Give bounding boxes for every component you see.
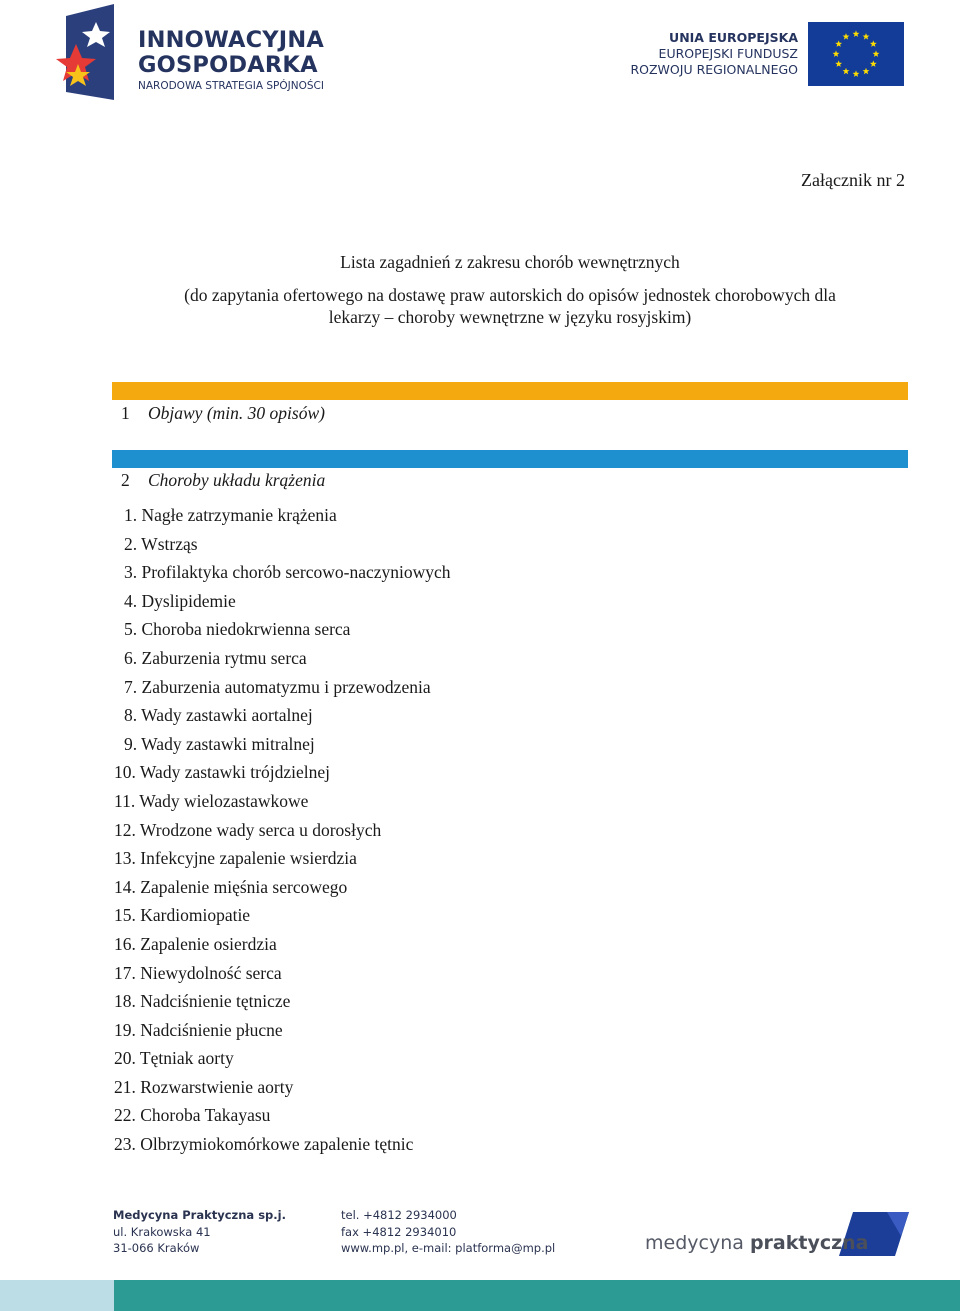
section-2-color-bar	[112, 450, 908, 468]
section-number: 1	[121, 403, 130, 423]
footer-strip-dark	[114, 1280, 960, 1311]
document-subtitle	[110, 284, 910, 328]
mp-logo-light: medycyna	[645, 1232, 744, 1254]
footer-address	[113, 1207, 286, 1257]
document-title: Lista zagadnień z zakresu chorób wewnętrznych	[340, 252, 680, 272]
section-title: Choroby układu krążenia	[148, 470, 326, 490]
footer-web: www.mp.pl, e-mail: platforma@mp.pl	[341, 1241, 556, 1255]
topic-item: 15. Kardiomiopatie	[114, 905, 251, 926]
subtitle-line-1: (do zapytania ofertowego na dostawę praw autorskich do opisów jednostek chorobowych dla	[184, 285, 836, 305]
topic-item: 13. Infekcyjne zapalenie wsierdzia	[114, 848, 357, 869]
subtitle-line-2: lekarzy – choroby wewnętrzne w języku rosyjskim)	[328, 307, 692, 327]
footer-street: ul. Krakowska 41	[113, 1224, 211, 1239]
ig-logo-tagline: NARODOWA STRATEGIA SPÓJNOŚCI	[138, 80, 324, 92]
topic-item: 1. Nagłe zatrzymanie krążenia	[124, 505, 337, 525]
footer-fax: fax +4812 2934010	[341, 1224, 457, 1239]
medycyna-praktyczna-logo	[643, 1212, 911, 1260]
footer-strip-light	[0, 1280, 114, 1311]
topic-item: 20. Tętniak aorty	[114, 1048, 234, 1069]
footer-contact	[341, 1207, 555, 1257]
topic-item: 2. Wstrząs	[124, 533, 198, 554]
topic-item: 7. Zaburzenia automatyzmu i przewodzenia	[124, 676, 431, 697]
topic-item: 3. Profilaktyka chorób sercowo-naczyniowych	[124, 562, 451, 583]
section-heading-2	[121, 470, 325, 491]
topic-item: 10. Wady zastawki trójdzielnej	[114, 762, 330, 783]
topic-item: 14. Zapalenie mięśnia sercowego	[114, 876, 348, 897]
section-title: Objawy (min. 30 opisów)	[148, 403, 325, 423]
ig-logo-line1: INNOWACYJNA	[138, 27, 325, 53]
topic-item: 16. Zapalenie osierdzia	[114, 933, 277, 954]
topic-item: 22. Choroba Takayasu	[114, 1105, 271, 1126]
topic-item: 23. Olbrzymiokomórkowe zapalenie tętnic	[114, 1134, 414, 1155]
topic-item: 5. Choroba niedokrwienna serca	[124, 619, 351, 640]
topic-item: 19. Nadciśnienie płucne	[114, 1019, 283, 1040]
eu-logo-line2: EUROPEJSKI FUNDUSZ	[658, 46, 798, 61]
topic-item: 6. Zaburzenia rytmu serca	[124, 647, 307, 668]
topic-item: 4. Dyslipidemie	[124, 590, 236, 611]
topic-item: 9. Wady zastawki mitralnej	[124, 733, 315, 754]
topic-item: 18. Nadciśnienie tętnicze	[114, 991, 291, 1012]
ig-emblem-icon	[56, 4, 136, 104]
topic-item: 8. Wady zastawki aortalnej	[124, 705, 313, 726]
mp-logo-bold: praktyczna	[749, 1232, 869, 1254]
innowacyjna-gospodarka-logo	[56, 4, 356, 104]
topic-list	[114, 503, 451, 1161]
annex-label: Załącznik nr 2	[801, 170, 905, 190]
section-heading-1	[121, 403, 325, 424]
eu-flag-icon	[808, 22, 904, 86]
topic-item: 12. Wrodzone wady serca u dorosłych	[114, 819, 382, 840]
topic-item: 21. Rozwarstwienie aorty	[114, 1076, 294, 1097]
eu-logo	[630, 20, 910, 90]
topic-item: 17. Niewydolność serca	[114, 962, 282, 983]
section-1-color-bar	[112, 382, 908, 400]
topic-item: 11. Wady wielozastawkowe	[114, 790, 309, 811]
eu-logo-line1: UNIA EUROPEJSKA	[669, 30, 798, 45]
section-number: 2	[121, 470, 130, 490]
footer-phone: tel. +4812 2934000	[341, 1208, 457, 1222]
eu-logo-line3: ROZWOJU REGIONALNEGO	[630, 62, 798, 77]
ig-logo-line2: GOSPODARKA	[138, 52, 318, 78]
footer-company: Medycyna Praktyczna sp.j.	[113, 1208, 286, 1222]
footer-city: 31-066 Kraków	[113, 1241, 200, 1255]
